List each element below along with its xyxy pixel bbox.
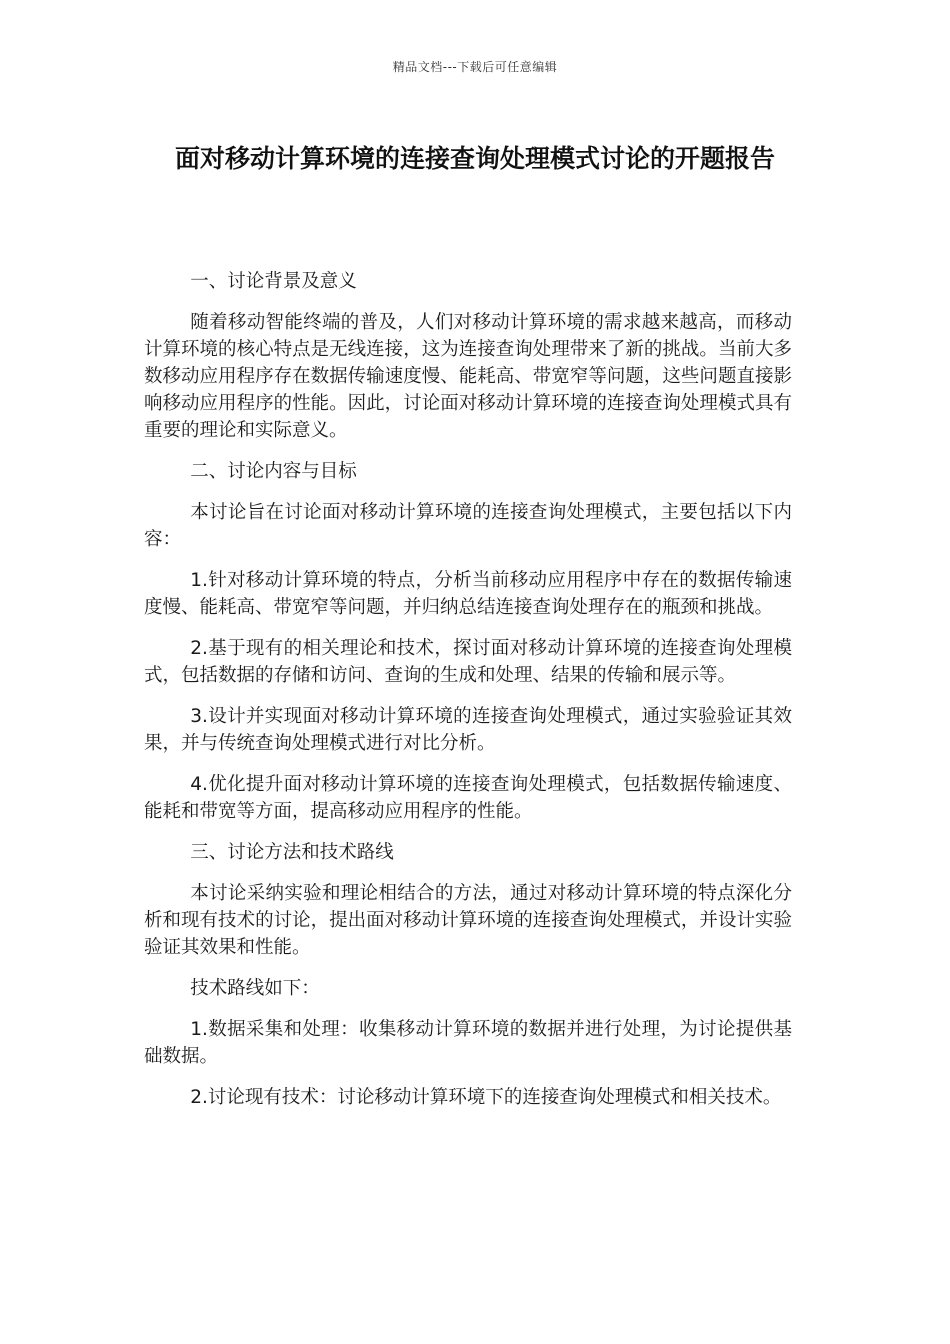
- paragraph-content-intro: 本讨论旨在讨论面对移动计算环境的连接查询处理模式，主要包括以下内容：: [144, 502, 792, 550]
- section-heading-content-goals: 二、讨论内容与目标: [190, 461, 357, 482]
- route-item-1: 1.数据采集和处理：收集移动计算环境的数据并进行处理，为讨论提供基础数据。: [144, 1019, 792, 1067]
- paragraph-background: 随着移动智能终端的普及，人们对移动计算环境的需求越来越高，而移动计算环境的核心特点是无线连接，这为连接查询处理带来了新的挑战。当前大多数移动应用程序存在数据传输速度慢、能耗高、带宽窄等问题，这些问题直接影响移动应用程序的性能。因此，讨论面对移动计算环境的连接查询处理模式具有重要的理论和实际意义。: [144, 312, 792, 441]
- route-item-2: 2.讨论现有技术：讨论移动计算环境下的连接查询处理模式和相关技术。: [190, 1087, 782, 1108]
- header-watermark: 精品文档---下载后可任意编辑: [392, 60, 558, 74]
- paragraph-tech-route-intro: 技术路线如下：: [190, 978, 320, 999]
- content-item-3: 3.设计并实现面对移动计算环境的连接查询处理模式，通过实验验证其效果，并与传统查询处理模式进行对比分析。: [144, 706, 792, 754]
- content-item-4: 4.优化提升面对移动计算环境的连接查询处理模式，包括数据传输速度、能耗和带宽等方面，提高移动应用程序的性能。: [144, 774, 792, 822]
- content-item-2: 2.基于现有的相关理论和技术，探讨面对移动计算环境的连接查询处理模式，包括数据的存储和访问、查询的生成和处理、结果的传输和展示等。: [144, 638, 792, 686]
- document-title: 面对移动计算环境的连接查询处理模式讨论的开题报告: [174, 144, 775, 173]
- section-heading-background: 一、讨论背景及意义: [190, 271, 357, 292]
- content-item-1: 1.针对移动计算环境的特点，分析当前移动应用程序中存在的数据传输速度慢、能耗高、带宽窄等问题，并归纳总结连接查询处理存在的瓶颈和挑战。: [144, 570, 792, 618]
- paragraph-methods: 本讨论采纳实验和理论相结合的方法，通过对移动计算环境的特点深化分析和现有技术的讨论，提出面对移动计算环境的连接查询处理模式，并设计实验验证其效果和性能。: [144, 883, 792, 958]
- section-heading-methods: 三、讨论方法和技术路线: [190, 842, 394, 863]
- document-body: [144, 268, 792, 1125]
